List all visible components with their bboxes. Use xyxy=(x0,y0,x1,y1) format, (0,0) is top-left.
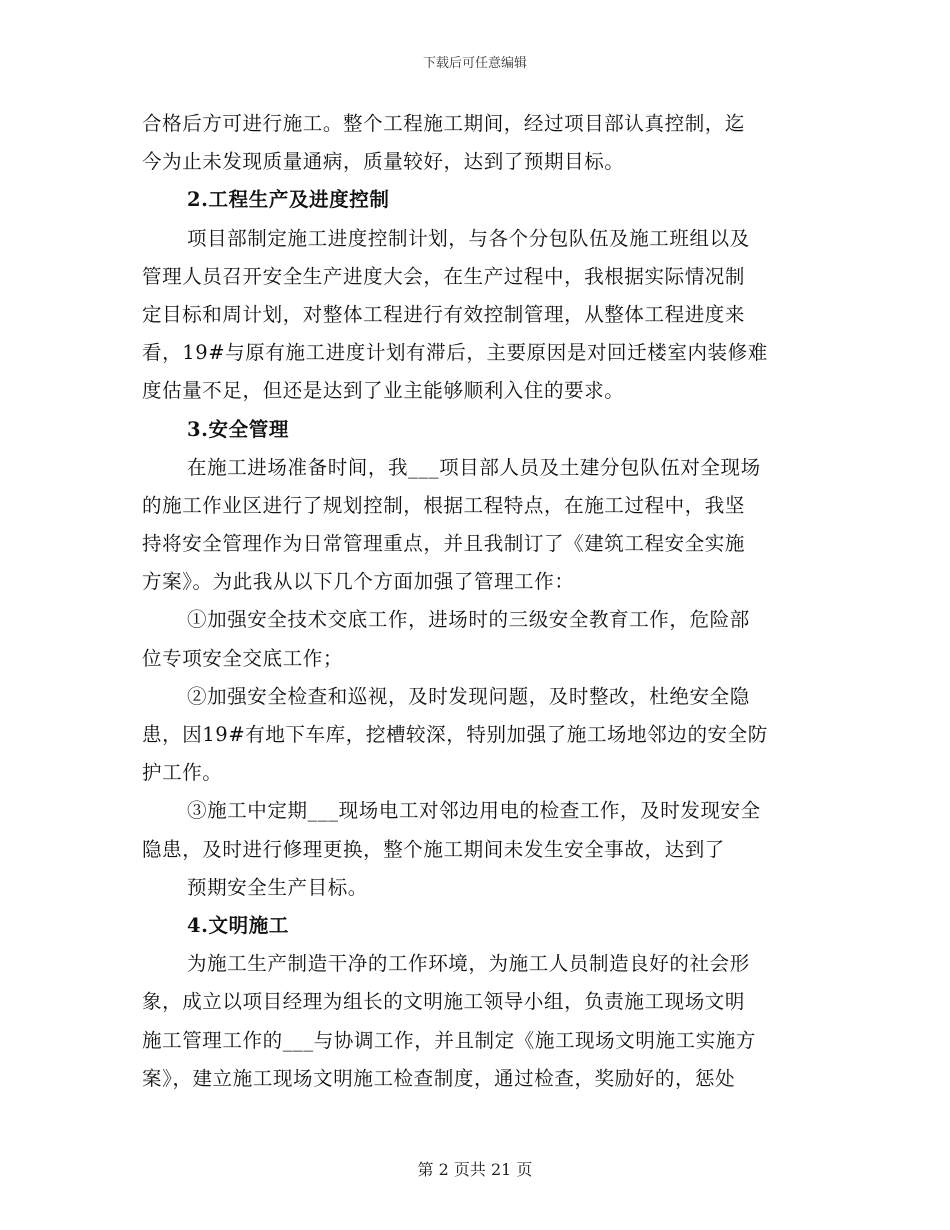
section-heading: 2.工程生产及进度控制 xyxy=(187,188,390,212)
paragraph-line: 度估量不足，但还是达到了业主能够顺利入住的要求。 xyxy=(142,379,625,403)
paragraph-line: 看，19#与原有施工进度计划有滞后，主要原因是对回迁楼室内装修难 xyxy=(142,341,768,365)
paragraph-line: 象，成立以项目经理为组长的文明施工领导小组，负责施工现场文明 xyxy=(142,990,746,1014)
paragraph-line: 施工管理工作的___与协调工作，并且制定《施工现场文明施工实施方 xyxy=(142,1028,756,1052)
document-body xyxy=(142,105,842,1098)
paragraph-line: ③施工中定期___现场电工对邻边用电的检查工作，及时发现安全 xyxy=(187,799,761,823)
paragraph-line: 案》，建立施工现场文明施工检查制度，通过检查，奖励好的，惩处 xyxy=(142,1066,736,1090)
paragraph-line: 项目部制定施工进度控制计划，与各个分包队伍及施工班组以及 xyxy=(187,226,750,250)
page-footer: 第 2 页共 21 页 xyxy=(417,1160,533,1179)
section-heading: 4.文明施工 xyxy=(187,913,289,937)
section-heading: 3.安全管理 xyxy=(187,417,289,441)
paragraph-line: 隐患，及时进行修理更换，整个施工期间未发生安全事故，达到了 xyxy=(142,837,725,861)
paragraph-line: 为施工生产制造干净的工作环境，为施工人员制造良好的社会形 xyxy=(187,952,750,976)
paragraph-line: ②加强安全检查和巡视，及时发现问题，及时整改，杜绝安全隐 xyxy=(187,684,750,708)
paragraph-line: 预期安全生产目标。 xyxy=(187,875,368,899)
paragraph-line: 今为止未发现质量通病，质量较好，达到了预期目标。 xyxy=(142,150,625,174)
paragraph-line: 护工作。 xyxy=(142,761,223,785)
page-header: 下载后可任意编辑 xyxy=(422,56,527,71)
paragraph-line: 管理人员召开安全生产进度大会，在生产过程中，我根据实际情况制 xyxy=(142,264,746,288)
paragraph-line: 在施工进场准备时间，我___项目部人员及土建分包队伍对全现场 xyxy=(187,455,761,479)
paragraph-line: 位专项安全交底工作； xyxy=(142,646,344,670)
paragraph-line: 合格后方可进行施工。整个工程施工期间，经过项目部认真控制，迄 xyxy=(142,112,746,135)
paragraph-line: 患，因19#有地下车库，挖槽较深，特别加强了施工场地邻边的安全防 xyxy=(142,723,768,746)
paragraph-line: 方案》。为此我从以下几个方面加强了管理工作： xyxy=(142,570,575,594)
paragraph-line: 持将安全管理作为日常管理重点，并且我制订了《建筑工程安全实施 xyxy=(142,532,746,556)
paragraph-line: 定目标和周计划，对整体工程进行有效控制管理，从整体工程进度来 xyxy=(142,302,746,326)
paragraph-line: 的施工作业区进行了规划控制，根据工程特点，在施工过程中，我坚 xyxy=(142,493,746,517)
paragraph-line: ①加强安全技术交底工作，进场时的三级安全教育工作，危险部 xyxy=(187,608,750,632)
